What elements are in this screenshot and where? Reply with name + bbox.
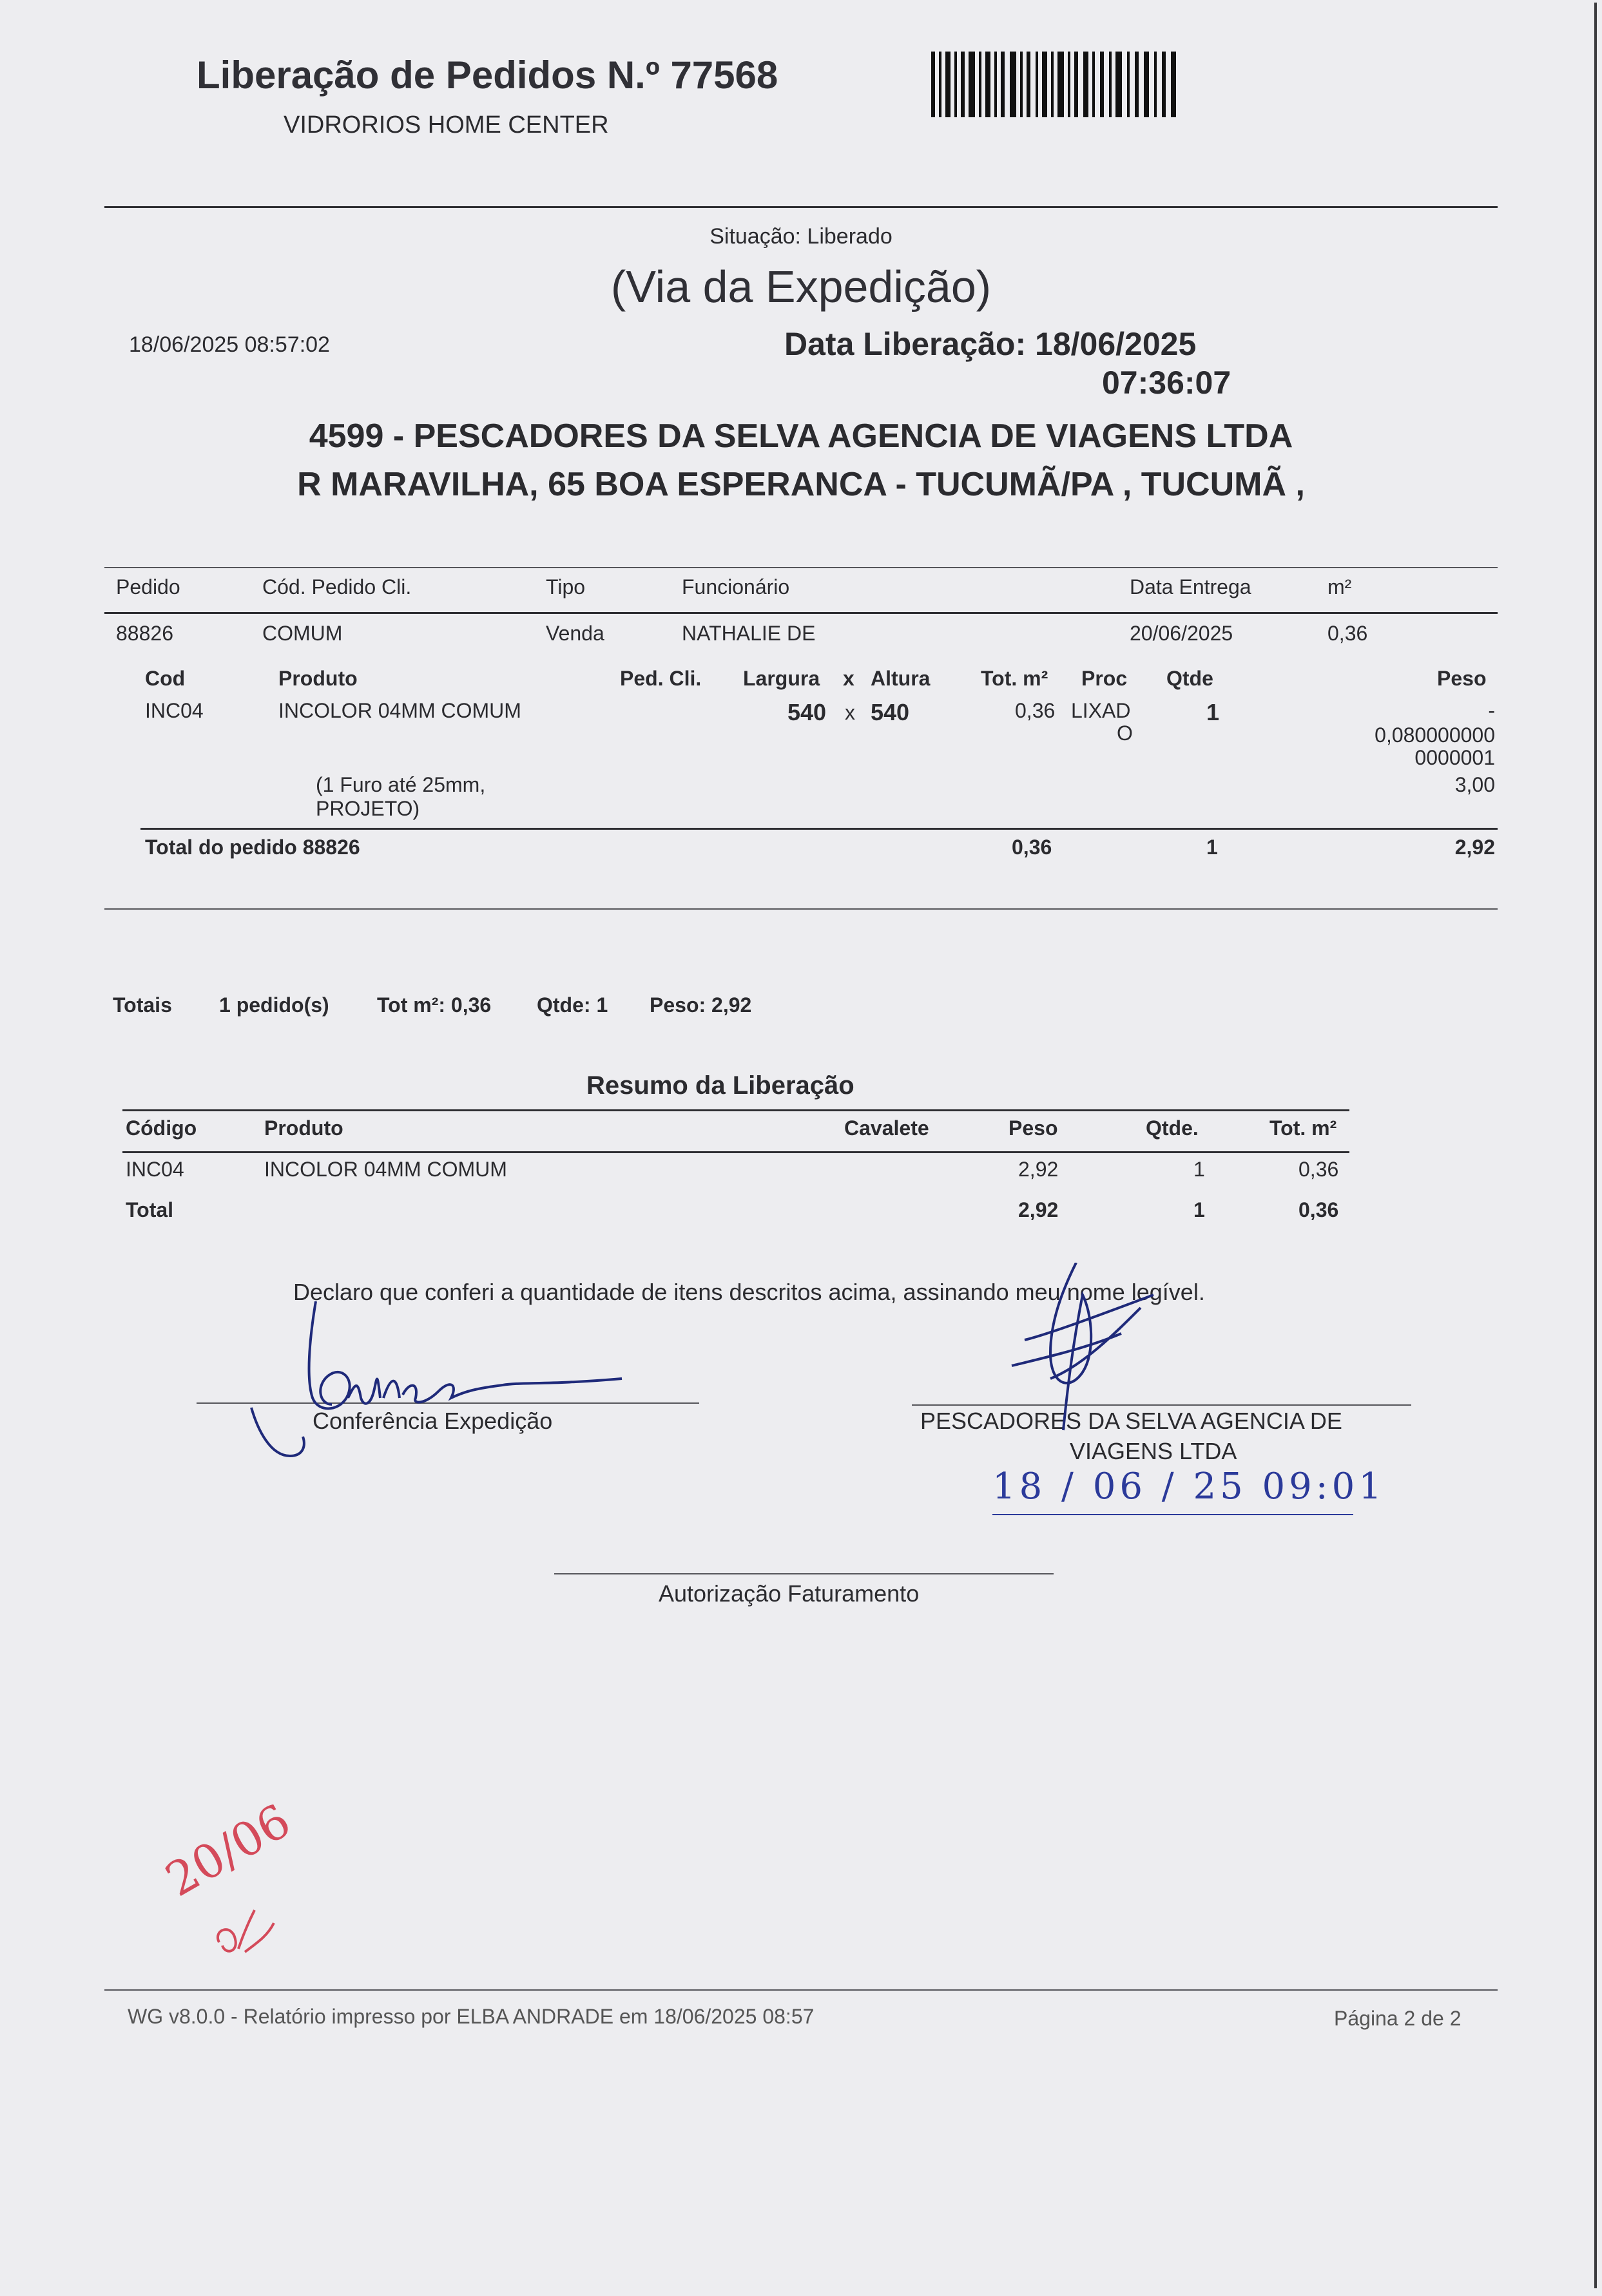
tipo-value: Venda (546, 622, 604, 645)
col-m2: m² (1327, 575, 1352, 598)
handwritten-note: 20/06 (156, 1793, 300, 1908)
item-peso-line3: 0000001 (1414, 746, 1495, 769)
resumo-total-qtde: 1 (1193, 1198, 1205, 1221)
resumo-col-peso: Peso (1008, 1116, 1058, 1140)
data-entrega-value: 20/06/2025 (1130, 622, 1233, 645)
autorizacao-signature-line (554, 1573, 1054, 1574)
cod-pedido-cli-value: COMUM (262, 622, 343, 645)
totais-qtde: Qtde: 1 (537, 993, 608, 1017)
resumo-codigo: INC04 (126, 1158, 184, 1181)
situacao-label: Situação: Liberado (709, 224, 893, 249)
order-total-peso: 2,92 (1454, 836, 1495, 859)
resumo-col-produto: Produto (264, 1116, 343, 1140)
order-total-qtde: 1 (1206, 836, 1218, 859)
client-handwritten-signature (986, 1263, 1179, 1443)
col-produto: Produto (278, 667, 358, 690)
barcode-icon (931, 52, 1179, 117)
col-largura: Largura (743, 667, 820, 690)
col-data-entrega: Data Entrega (1130, 575, 1251, 598)
col-ped-cli: Ped. Cli. (620, 667, 702, 690)
footer-page-number: Página 2 de 2 (1334, 2007, 1462, 2030)
resumo-tot-m2: 0,36 (1298, 1158, 1339, 1181)
client-signature-label-2: VIAGENS LTDA (1070, 1438, 1237, 1464)
order-table-header-rule (104, 612, 1498, 614)
autorizacao-label: Autorização Faturamento (659, 1580, 920, 1607)
col-x: x (843, 667, 854, 690)
conferencia-handwritten-signature (245, 1301, 632, 1462)
m2-value: 0,36 (1327, 622, 1368, 645)
item-peso-line1: - (1488, 699, 1495, 722)
resumo-qtde: 1 (1193, 1158, 1205, 1181)
data-liberacao-time: 07:36:07 (1102, 365, 1231, 401)
resumo-col-cavalete: Cavalete (844, 1116, 929, 1140)
order-total-m2: 0,36 (1012, 836, 1052, 859)
item-obs-line1: (1 Furo até 25mm, (316, 773, 486, 796)
client-name: 4599 - PESCADORES DA SELVA AGENCIA DE VIAGENS LTDA (309, 417, 1293, 455)
footer-rule (104, 1989, 1498, 1991)
col-peso: Peso (1437, 667, 1487, 690)
resumo-col-qtde: Qtde. (1146, 1116, 1199, 1140)
totais-pedidos: 1 pedido(s) (219, 993, 329, 1017)
client-address: R MARAVILHA, 65 BOA ESPERANCA - TUCUMÃ/PA , TUCUMÃ , (297, 466, 1305, 503)
item-produto: INCOLOR 04MM COMUM (278, 699, 521, 722)
col-cod: Cod (145, 667, 186, 690)
items-total-rule (140, 828, 1498, 830)
via-label: (Via da Expedição) (610, 262, 992, 312)
resumo-top-rule (122, 1109, 1349, 1111)
col-cod-pedido-cli: Cód. Pedido Cli. (262, 575, 412, 598)
item-obs-line2: PROJETO) (316, 797, 420, 820)
col-qtde: Qtde (1166, 667, 1213, 690)
item-peso-line2: 0,080000000 (1375, 723, 1495, 747)
resumo-total-peso: 2,92 (1018, 1198, 1059, 1221)
item-peso-line4: 3,00 (1454, 773, 1495, 796)
declaration-text: Declaro que conferi a quantidade de itens descritos acima, assinando meu nome legível. (293, 1279, 1205, 1305)
totais-peso: Peso: 2,92 (650, 993, 752, 1017)
item-largura: 540 (787, 699, 827, 725)
resumo-total-label: Total (126, 1198, 174, 1221)
client-signature-label-1: PESCADORES DA SELVA AGENCIA DE (920, 1408, 1342, 1434)
resumo-col-codigo: Código (126, 1116, 197, 1140)
pedido-value: 88826 (116, 622, 173, 645)
order-table-top-rule (104, 567, 1498, 568)
resumo-peso: 2,92 (1018, 1158, 1059, 1181)
footer-printed-by: WG v8.0.0 - Relatório impresso por ELBA ANDRADE em 18/06/2025 08:57 (128, 2005, 815, 2028)
col-proc: Proc (1081, 667, 1128, 690)
item-tot-m2: 0,36 (1015, 699, 1056, 722)
col-tot-m2: Tot. m² (981, 667, 1048, 690)
document-title: Liberação de Pedidos N.º 77568 (197, 53, 778, 97)
col-funcionario: Funcionário (682, 575, 790, 598)
data-liberacao: Data Liberação: 18/06/2025 (784, 326, 1197, 362)
resumo-col-tot-m2: Tot. m² (1269, 1116, 1337, 1140)
items-bottom-rule (104, 908, 1498, 910)
totais-label: Totais (113, 993, 172, 1017)
item-qtde: 1 (1206, 699, 1220, 725)
order-total-label: Total do pedido 88826 (145, 836, 360, 859)
col-altura: Altura (871, 667, 931, 690)
item-x: x (845, 701, 855, 724)
header-rule (104, 206, 1498, 208)
resumo-total-m2: 0,36 (1298, 1198, 1339, 1221)
resumo-title: Resumo da Liberação (586, 1071, 854, 1100)
item-proc-line2: O (1117, 722, 1133, 745)
resumo-produto: INCOLOR 04MM COMUM (264, 1158, 507, 1181)
company-name: VIDRORIOS HOME CENTER (284, 111, 609, 139)
handwritten-initials (206, 1904, 284, 1968)
resumo-header-rule (122, 1151, 1349, 1153)
item-cod: INC04 (145, 699, 204, 722)
conferencia-label: Conferência Expedição (313, 1408, 553, 1434)
handwritten-date-underline (992, 1514, 1353, 1515)
totais-m2: Tot m²: 0,36 (377, 993, 492, 1017)
col-pedido: Pedido (116, 575, 180, 598)
item-proc-line1: LIXAD (1071, 699, 1131, 722)
col-tipo: Tipo (546, 575, 586, 598)
print-datetime: 18/06/2025 08:57:02 (129, 332, 330, 357)
item-altura: 540 (871, 699, 910, 725)
handwritten-date: 18 / 06 / 25 09:01 (992, 1466, 1385, 1507)
funcionario-value: NATHALIE DE (682, 622, 816, 645)
